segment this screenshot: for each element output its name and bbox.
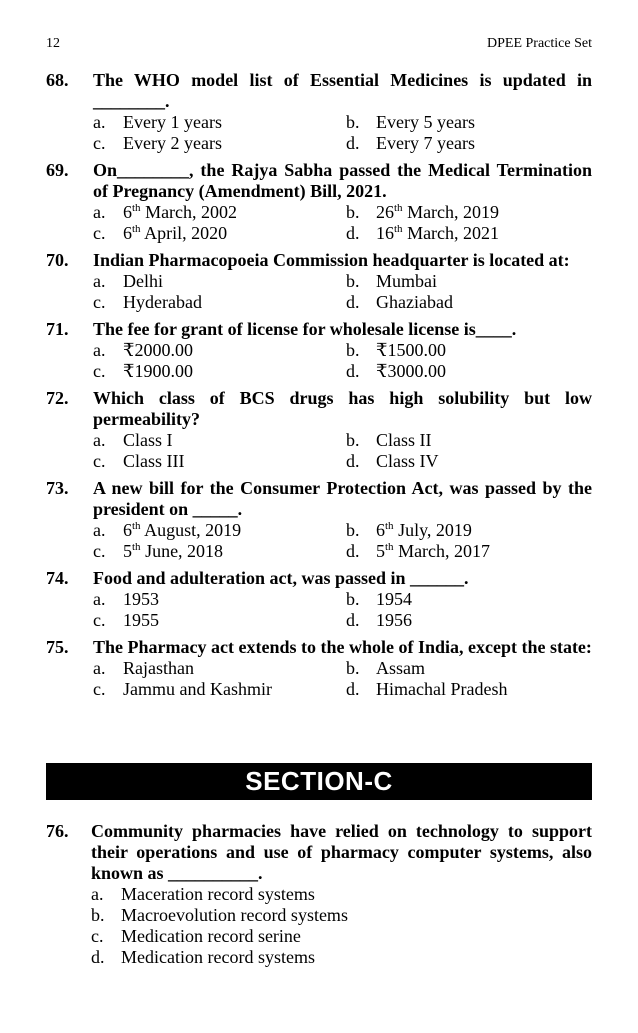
option-text: 1955 — [123, 610, 159, 630]
option-text: Assam — [376, 658, 425, 678]
option-text: 6th July, 2019 — [376, 520, 472, 540]
question-number: 68. — [46, 70, 69, 90]
option-b — [346, 202, 592, 223]
option-letter: a. — [93, 589, 106, 609]
option-letter: b. — [91, 905, 105, 925]
option-a — [93, 340, 346, 361]
option-letter: a. — [93, 430, 106, 450]
question-text: The Pharmacy act extends to the whole of India, except the state: — [93, 637, 592, 657]
option-b — [346, 271, 592, 292]
option-c — [93, 541, 346, 562]
option-text: Rajasthan — [123, 658, 194, 678]
option-text: Mumbai — [376, 271, 437, 291]
question-number: 71. — [46, 319, 69, 339]
option-a — [93, 202, 346, 223]
options-list — [93, 271, 592, 313]
question-75 — [46, 637, 592, 700]
option-d — [346, 541, 592, 562]
option-letter: d. — [346, 451, 360, 471]
question-76 — [46, 821, 592, 974]
question-69 — [46, 160, 592, 244]
option-d — [91, 947, 592, 968]
option-d — [346, 679, 592, 700]
option-letter: b. — [346, 430, 360, 450]
option-letter: b. — [346, 658, 360, 678]
option-c — [93, 361, 346, 382]
option-text: Maceration record systems — [121, 884, 315, 904]
option-a — [93, 430, 346, 451]
option-a — [91, 884, 592, 905]
question-68 — [46, 70, 592, 154]
option-text: 1954 — [376, 589, 412, 609]
option-letter: c. — [93, 541, 106, 561]
option-text: 1956 — [376, 610, 412, 630]
option-text: ₹1900.00 — [123, 361, 193, 381]
option-text: 6th April, 2020 — [123, 223, 228, 243]
question-number: 76. — [46, 821, 69, 841]
option-letter: a. — [91, 884, 104, 904]
option-text: Every 1 years — [123, 112, 222, 132]
option-a — [93, 520, 346, 541]
section-title: SECTION-C — [245, 766, 393, 796]
book-title: DPEE Practice Set — [487, 36, 592, 51]
option-letter: a. — [93, 112, 106, 132]
option-letter: d. — [346, 223, 360, 243]
option-b — [346, 340, 592, 361]
option-text: ₹3000.00 — [376, 361, 446, 381]
option-letter: d. — [346, 133, 360, 153]
question-number: 73. — [46, 478, 69, 498]
options-list — [93, 340, 592, 382]
question-list — [46, 70, 592, 706]
question-71 — [46, 319, 592, 382]
question-number: 69. — [46, 160, 69, 180]
option-letter: c. — [93, 679, 106, 699]
option-letter: d. — [346, 679, 360, 699]
option-text: 5th June, 2018 — [123, 541, 224, 561]
option-b — [346, 430, 592, 451]
question-text: Food and adulteration act, was passed in ______. — [93, 568, 469, 588]
option-c — [93, 451, 346, 472]
option-a — [93, 112, 346, 133]
question-number: 75. — [46, 637, 69, 657]
question-text: Community pharmacies have relied on technology to support their operations and use of pharmacy computer systems, also known as __________. — [91, 821, 592, 883]
option-letter: c. — [93, 223, 106, 243]
option-text: 1953 — [123, 589, 159, 609]
option-text: Ghaziabad — [376, 292, 453, 312]
option-b — [346, 520, 592, 541]
option-text: Class I — [123, 430, 173, 450]
option-text: 26th March, 2019 — [376, 202, 500, 222]
option-d — [346, 361, 592, 382]
question-number: 72. — [46, 388, 69, 408]
options-list — [93, 658, 592, 700]
option-text: Every 7 years — [376, 133, 475, 153]
page-header — [46, 36, 592, 56]
option-a — [93, 589, 346, 610]
options-list — [93, 589, 592, 631]
question-text: Which class of BCS drugs has high solubility but low permeability? — [93, 388, 592, 429]
options-list — [93, 202, 592, 244]
option-text: Jammu and Kashmir — [123, 679, 272, 699]
option-letter: b. — [346, 202, 360, 222]
option-letter: b. — [346, 271, 360, 291]
option-c — [93, 679, 346, 700]
options-list — [93, 430, 592, 472]
option-d — [346, 223, 592, 244]
option-letter: c. — [91, 926, 104, 946]
option-text: Class II — [376, 430, 432, 450]
option-text: Himachal Pradesh — [376, 679, 508, 699]
option-letter: d. — [346, 292, 360, 312]
option-text: Class IV — [376, 451, 439, 471]
option-text: Medication record serine — [121, 926, 301, 946]
question-text: A new bill for the Consumer Protection Act, was passed by the president on _____. — [93, 478, 592, 519]
option-text: Delhi — [123, 271, 163, 291]
option-d — [346, 133, 592, 154]
option-c — [93, 292, 346, 313]
option-a — [93, 658, 346, 679]
option-letter: d. — [91, 947, 105, 967]
option-letter: a. — [93, 202, 106, 222]
options-list — [91, 884, 592, 968]
section-banner — [46, 763, 592, 800]
option-c — [93, 610, 346, 631]
option-d — [346, 451, 592, 472]
option-b — [346, 589, 592, 610]
option-letter: a. — [93, 340, 106, 360]
option-text: 6th August, 2019 — [123, 520, 242, 540]
option-letter: b. — [346, 520, 360, 540]
question-number: 70. — [46, 250, 69, 270]
option-letter: d. — [346, 610, 360, 630]
option-text: Hyderabad — [123, 292, 202, 312]
question-text: The fee for grant of license for wholesale license is____. — [93, 319, 517, 339]
question-text: Indian Pharmacopoeia Commission headquarter is located at: — [93, 250, 570, 270]
option-text: 6th March, 2002 — [123, 202, 238, 222]
options-list — [93, 520, 592, 562]
option-text: Medication record systems — [121, 947, 315, 967]
option-letter: a. — [93, 271, 106, 291]
option-text: Every 5 years — [376, 112, 475, 132]
question-73 — [46, 478, 592, 562]
option-letter: c. — [93, 610, 106, 630]
option-d — [346, 292, 592, 313]
option-letter: d. — [346, 361, 360, 381]
question-74 — [46, 568, 592, 631]
option-letter: c. — [93, 133, 106, 153]
option-text: Class III — [123, 451, 185, 471]
page-number: 12 — [46, 36, 60, 51]
option-letter: c. — [93, 451, 106, 471]
option-c — [91, 926, 592, 947]
question-70 — [46, 250, 592, 313]
option-b — [91, 905, 592, 926]
option-text: ₹2000.00 — [123, 340, 193, 360]
option-b — [346, 658, 592, 679]
option-letter: a. — [93, 520, 106, 540]
option-letter: c. — [93, 292, 106, 312]
option-text: Macroevolution record systems — [121, 905, 348, 925]
option-text: ₹1500.00 — [376, 340, 446, 360]
question-number: 74. — [46, 568, 69, 588]
option-letter: b. — [346, 589, 360, 609]
option-d — [346, 610, 592, 631]
option-text: 16th March, 2021 — [376, 223, 500, 243]
question-72 — [46, 388, 592, 472]
options-list — [93, 112, 592, 154]
question-text: On________, the Rajya Sabha passed the Medical Termination of Pregnancy (Amendment) Bill, 2021. — [93, 160, 592, 201]
option-letter: b. — [346, 112, 360, 132]
option-letter: b. — [346, 340, 360, 360]
question-text: The WHO model list of Essential Medicines is updated in ________. — [93, 70, 592, 111]
option-text: Every 2 years — [123, 133, 222, 153]
option-a — [93, 271, 346, 292]
option-text: 5th March, 2017 — [376, 541, 491, 561]
option-c — [93, 223, 346, 244]
option-c — [93, 133, 346, 154]
option-letter: d. — [346, 541, 360, 561]
option-letter: a. — [93, 658, 106, 678]
option-letter: c. — [93, 361, 106, 381]
option-b — [346, 112, 592, 133]
